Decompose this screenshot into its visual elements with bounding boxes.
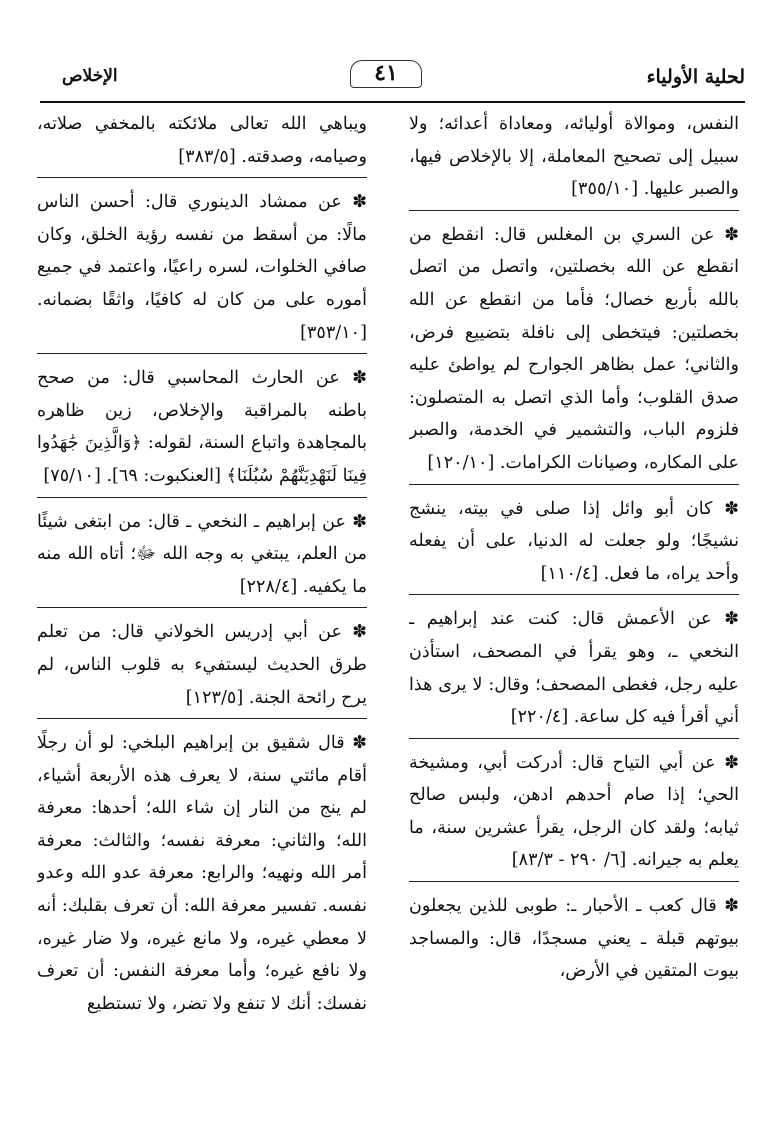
page-header	[40, 58, 745, 100]
paragraph: ✽ عن أبي إدريس الخولاني قال: من تعلم طرق الحديث ليستفيء به قلوب الناس، لم يرح رائحة الجنة. [١٢٣/٥]	[37, 622, 367, 708]
paragraph: ويباهي الله تعالى ملائكته بالمخفي صلاته، وصيامه، وصدقته. [٣٨٣/٥]	[37, 114, 367, 167]
separator	[37, 353, 367, 354]
book-title: لحلية الأولياء	[646, 66, 745, 88]
paragraph: ✽ قال كعب ـ الأحبار ـ: طوبى للذين يجعلون بيوتهم قبلة ـ يعني مسجدًا، قال: والمساجد بيوت المتقين في الأرض،	[409, 896, 739, 982]
paragraph: ✽ عن السري بن المغلس قال: انقطع من انقطع عن الله بخصلتين، واتصل من اتصل بالله بأربع خصال؛ فأما من انقطع عن الله بخصلتين: فيتخطى إلى نافلة بتضييع فرض، والثاني؛ عمل بظاهر الجوارح لم يواطئ عليه صدق القلوب؛ وأما الذي اتصل به المتصلون: فلزوم الباب، والتشمير في الخدمة، والصبر على المكاره، وصيانات الكرامات. [١٢٠/١٠]	[409, 224, 739, 473]
paragraph: ✽ عن الحارث المحاسبي قال: من صحح باطنه بالمراقبة والإخلاص، زين ظاهره بالمجاهدة واتباع السنة، لقوله: ﴿وَالَّذِينَ جَٰهَدُوا فِينَا لَنَهْدِيَنَّهُمْ سُبُلَنَا﴾ [العنكبوت: ٦٩]. [٧٥/١٠]	[37, 368, 367, 486]
separator	[409, 881, 739, 882]
paragraph: ✽ عن الأعمش قال: كنت عند إبراهيم ـ النخعي ـ، وهو يقرأ في المصحف، استأذن عليه رجل، فغطى المصحف؛ وقال: لا يرى هذا أني أقرأ فيه كل ساعة. [٢٢٠/٤]	[409, 609, 739, 728]
chapter-title: الإخلاص	[62, 66, 118, 86]
page-number: ٤١	[340, 58, 432, 90]
separator	[409, 484, 739, 485]
separator	[37, 497, 367, 498]
paragraph: ✽ عن ممشاد الدينوري قال: أحسن الناس مالًا: من أسقط من نفسه رؤية الخلق، وكان صافي الخلوات، لسره راعيًا، واعتمد في جميع أموره على من كان له كافيًا، واثقًا بضمانه. [٣٥٣/١٠]	[37, 192, 367, 343]
paragraph: ✽ كان أبو وائل إذا صلى في بيته، ينشج نشيجًا؛ ولو جعلت له الدنيا، على أن يفعله وأحد يراه، ما فعل. [١١٠/٤]	[409, 498, 739, 584]
left-column	[37, 108, 367, 1118]
separator	[409, 594, 739, 595]
header-rule	[40, 101, 745, 103]
separator	[409, 210, 739, 211]
separator	[37, 607, 367, 608]
paragraph: ✽ قال شقيق بن إبراهيم البلخي: لو أن رجلًا أقام مائتي سنة، لا يعرف هذه الأربعة أشياء، لم ينج من النار إن شاء الله؛ أحدها: معرفة الله؛ والثاني: معرفة نفسه؛ والثالث: معرفة أمر الله ونهيه؛ والرابع: معرفة عدو الله وعدو نفسه. تفسير معرفة الله: أن تعرف بقلبك: أنه لا معطي غيره، ولا مانع غيره، ولا ضار غيره، ولا نافع غيره؛ وأما معرفة النفس: أن تعرف نفسك: أنك لا تنفع ولا تضر، ولا تستطيع	[37, 733, 367, 1014]
separator	[37, 718, 367, 719]
paragraph: ✽ عن إبراهيم ـ النخعي ـ قال: من ابتغى شيئًا من العلم، يبتغي به وجه الله ﷻ؛ أتاه الله منه ما يكفيه. [٢٢٨/٤]	[37, 511, 367, 597]
paragraph: ✽ عن أبي التياح قال: أدركت أبي، ومشيخة الحي؛ إذا صام أحدهم ادهن، ولبس صالح ثيابه؛ ولقد كان الرجل، يقرأ عشرين سنة، ما يعلم به جيرانه. [٦/ ٢٩٠ - ٨٣/٣]	[409, 752, 739, 871]
paragraph: النفس، وموالاة أوليائه، ومعاداة أعدائه؛ ولا سبيل إلى تصحيح المعاملة، إلا بالإخلاص فيها، والصبر عليها. [٣٥٥/١٠]	[409, 114, 739, 200]
separator	[37, 177, 367, 178]
separator	[409, 738, 739, 739]
right-column	[409, 108, 739, 1118]
